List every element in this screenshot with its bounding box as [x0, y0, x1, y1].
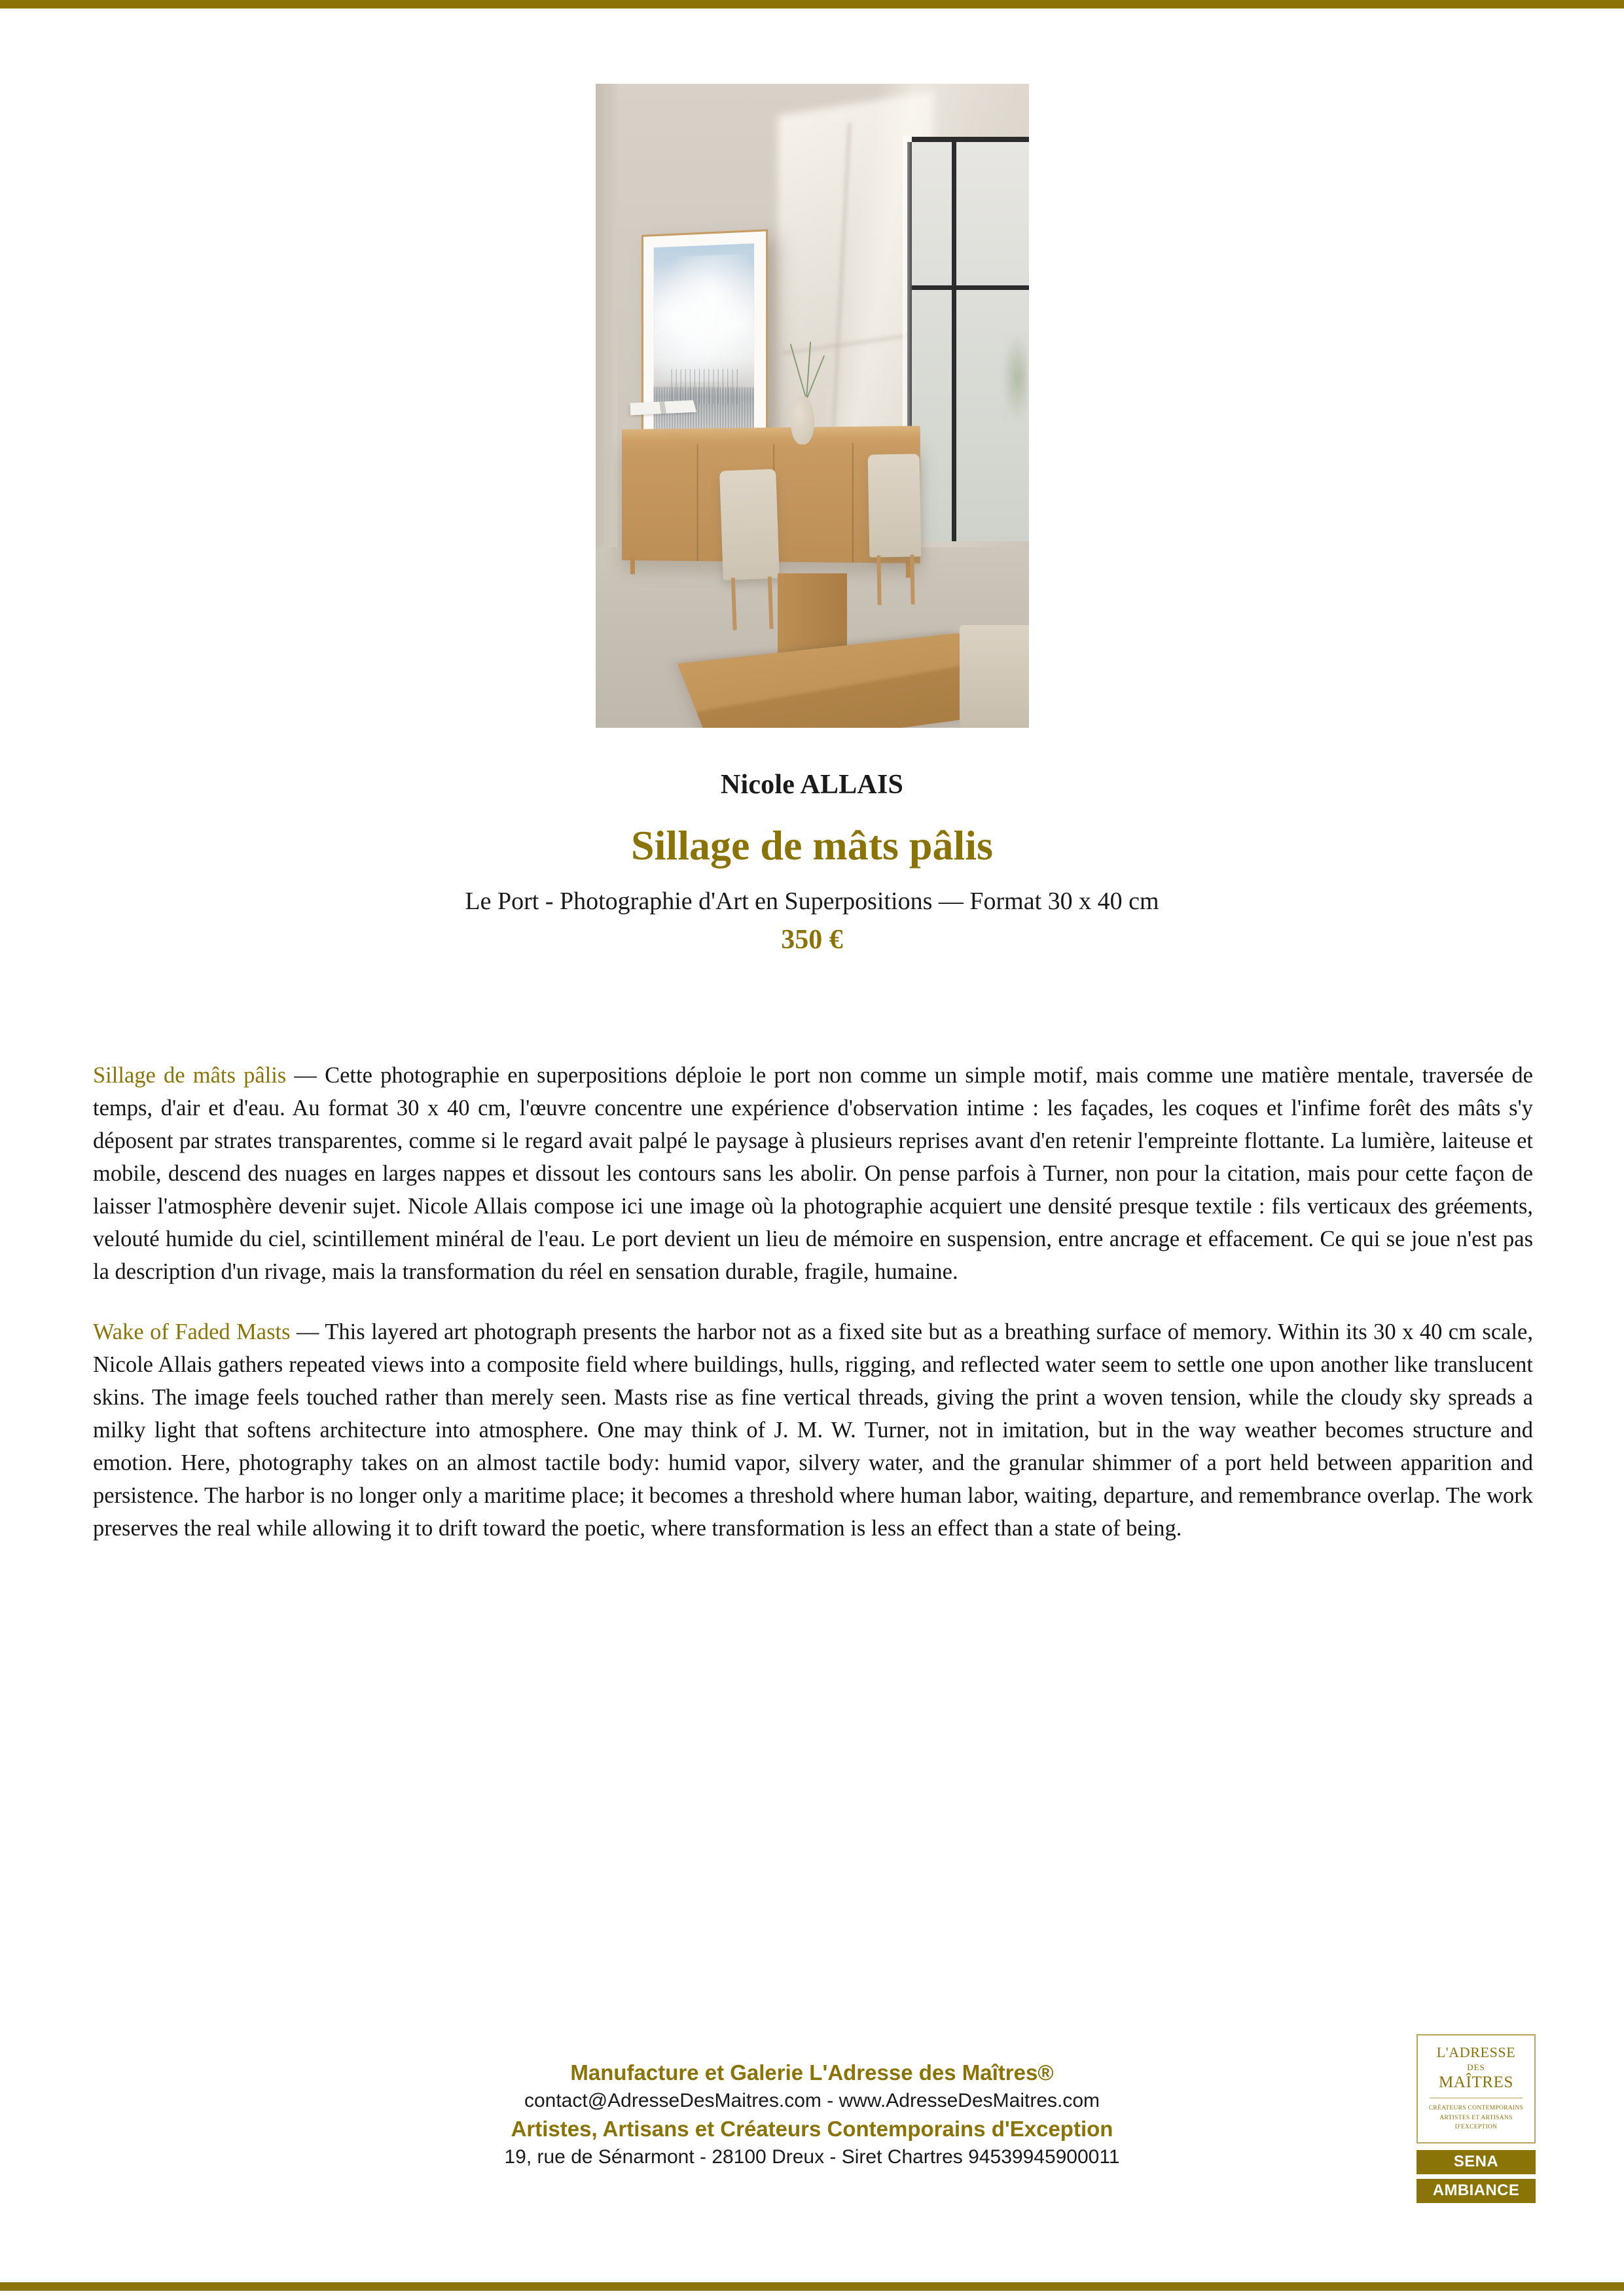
footer-tagline: Artistes, Artisans et Créateurs Contemporains d'Exception	[511, 2116, 1113, 2141]
logo-subtitle-2: ARTISTES ET ARTISANS	[1439, 2114, 1513, 2121]
adresse-des-maitres-logo	[1416, 2034, 1536, 2144]
footer-contact[interactable]: contact@AdresseDesMaitres.com - www.AdresseDesMaitres.com	[524, 2089, 1100, 2111]
dining-chair-foreground	[960, 625, 1029, 728]
paragraph-french-text: Cette photographie en superpositions déploie le port non comme un simple motif, mais comme une matière mentale, traversée de temps, d'air et d'eau. Au format 30 x 40 cm, l'œuvre concentre une expérience d'observation intime : les façades, les coques et l'infime forêt des mâts s'y déposent par strates transparentes, comme si le regard avait palpé le paysage à plusieurs reprises avant d'en retenir l'empreinte flottante. La lumière, laiteuse et mobile, descend des nuages en larges nappes et dissout les contours sans les abolir. On pense parfois à Turner, non pour la citation, mais pour cette façon de laisser l'atmosphère devenir sujet. Nicole Allais compose ici une image où la photographie acquiert une densité presque textile : fils verticaux des gréements, velouté humide du ciel, scintillement minéral de l'eau. Le port devient un lieu de mémoire en suspension, entre ancrage et effacement. Ce qui se joue n'est pas la description d'un rivage, mais la transformation du réel en sensation durable, fragile, humaine.	[93, 1063, 1533, 1284]
logo-subtitle-3: D'EXCEPTION	[1454, 2124, 1498, 2131]
window-foliage	[1002, 333, 1028, 421]
paragraph-french-lead: Sillage de mâts pâlis	[93, 1063, 287, 1088]
black-framed-window	[907, 142, 1029, 541]
logo-line-adresse: L'ADRESSE	[1436, 2044, 1516, 2060]
print-clouds	[654, 254, 754, 382]
page-title: Sillage de mâts pâlis	[631, 822, 993, 869]
ceramic-vase	[791, 396, 814, 444]
dining-chair-right	[868, 454, 922, 558]
paragraph-english-dash: —	[290, 1319, 325, 1344]
logo-line-maitres: MAÎTRES	[1439, 2073, 1513, 2091]
brand-logo-block	[1416, 2034, 1536, 2203]
footer-company-name: Manufacture et Galerie L'Adresse des Maîtres®	[570, 2060, 1054, 2085]
price-label: 350 €	[781, 925, 843, 955]
paragraph-french	[93, 1059, 1533, 1288]
interior-scene	[596, 84, 1029, 728]
paragraph-french-dash: —	[286, 1063, 325, 1088]
work-subtitle: Le Port - Photographie d'Art en Superpositions — Format 30 x 40 cm	[465, 888, 1159, 915]
wall-corner	[596, 84, 617, 547]
olive-stems	[797, 342, 814, 400]
footer	[0, 2058, 1624, 2170]
badge-sena: SENA	[1416, 2150, 1536, 2174]
badge-ambiance: AMBIANCE	[1416, 2179, 1536, 2203]
logo-subtitle-1: CRÉATEURS CONTEMPORAINS	[1428, 2105, 1524, 2111]
description-block	[93, 1059, 1533, 1572]
dining-chair-left	[719, 469, 780, 581]
footer-address: 19, rue de Sénarmont - 28100 Dreux - Siret Chartres 94539945900011	[504, 2145, 1120, 2168]
paragraph-english-lead: Wake of Faded Masts	[93, 1319, 291, 1344]
sideboard-seam	[852, 443, 853, 563]
bottom-gold-rule	[0, 2282, 1624, 2291]
artwork-room-photo	[596, 84, 1029, 728]
artist-name: Nicole ALLAIS	[720, 770, 904, 800]
top-gold-rule	[0, 0, 1624, 9]
paragraph-english	[93, 1316, 1533, 1545]
sideboard-seam	[696, 444, 698, 561]
logo-line-des: DES	[1467, 2062, 1485, 2072]
paragraph-english-text: This layered art photograph presents the harbor not as a fixed site but as a breathing surface of memory. Within its 30 x 40 cm scale, Nicole Allais gathers repeated views into a composite field where buildings, hulls, rigging, and reflected water seem to settle one upon another like translucent skins. The image feels touched rather than merely seen. Masts rise as fine vertical threads, giving the print a woven tension, while the cloudy sky spreads a milky light that softens architecture into atmosphere. One may think of J. M. W. Turner, not in imitation, but in the way weather becomes structure and emotion. Here, photography takes on an almost tactile body: humid vapor, silvery water, and the granular shimmer of a port held between apparition and persistence. The harbor is no longer only a maritime place; it becomes a threshold where human labor, waiting, departure, and remembrance overlap. The work preserves the real while allowing it to drift toward the poetic, where transformation is less an effect than a state of being.	[93, 1319, 1533, 1541]
sideboard-leg	[630, 558, 635, 574]
